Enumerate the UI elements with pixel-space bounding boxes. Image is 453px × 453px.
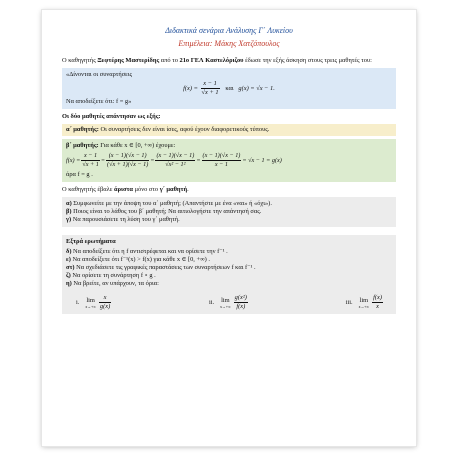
beta-equation: f(x) = $\frac{x - 1}{√x + 1}$ = $\frac{(x - 1)(√x - 1)}{(√x + 1)(√x - 1)}$ = $\frac{(x - 1)(√x - 1)}{\text{√x² − 1²}}$ = $\frac{(x - 1)(√x - 1)}{x - 1}$ = √x − 1 = g(x) <box>66 152 282 168</box>
alpha-label: α΄ μαθητής: <box>66 126 99 133</box>
extra-question-h: η) Να βρείτε, αν υπάρχουν, τα όρια: <box>66 280 159 287</box>
grade-paragraph: Ο καθηγητής έβαλε άριστα μόνο στο γ΄ μαθητή. <box>62 186 189 193</box>
f-fraction: $\frac{x - 1}{√x + 1}$ <box>201 80 219 96</box>
extra-question-z: ζ) Να ορίσετε τη συνάρτηση f ∘ g . <box>66 272 156 279</box>
beta-answer-box <box>62 139 396 182</box>
questions-box <box>62 197 396 227</box>
limit-item: i. lim x→+∞ $\frac{x}{g(x)}$ <box>76 294 111 310</box>
document-content <box>62 26 396 317</box>
intro-paragraph: Ο καθηγητής Ξεφτέρης Μαστερίδης από το 21ο ΓΕΛ Καστελόριζου έδωσε την εξής άσκηση στους τρεις μαθητές του: <box>62 57 372 64</box>
teacher-name: Ξεφτέρης Μαστερίδης <box>97 57 160 64</box>
extra-question-e: ε) Να αποδείξετε ότι f⁻¹(x) > f(x) για κάθε x ∈ [0, +∞) . <box>66 256 210 263</box>
document-page <box>42 10 416 446</box>
document-author: Επιμέλεια: Μάκης Χατζόπουλος <box>178 39 280 48</box>
extra-questions-box <box>62 235 396 314</box>
alpha-text: Οι συναρτήσεις δεν είναι ίσες, αφού έχουν διαφορετικούς τύπους. <box>98 126 270 133</box>
limits-row <box>66 294 392 311</box>
extra-heading: Εξτρά ερωτήματα <box>66 238 116 245</box>
beta-text: Για κάθε x ∈ [0, +∞) έχουμε: <box>98 142 176 149</box>
extra-question-st: στ) Να σχεδιάσετε τις γραφικές παραστάσεις των συναρτήσεων f και f⁻¹ . <box>66 264 256 271</box>
extra-question-d: δ) Να αποδείξετε ότι η f αντιστρέφεται και να ορίσετε την f⁻¹ . <box>66 248 228 255</box>
document-title: Διδακτικά σενάρια Ανάλυσης Γ΄ Λυκείου <box>165 26 293 35</box>
exercise-prove: Να αποδείξετε ότι: f = g» <box>66 98 132 105</box>
question-b: β) Ποιος είναι το λάθος του β΄ μαθητή; Να αιτιολογήστε την απάντησή σας. <box>66 208 262 215</box>
exercise-given: «Δίνονται οι συναρτήσεις <box>66 71 133 78</box>
question-c: γ) Να παρουσιάσετε τη λύση του γ΄ μαθητή. <box>66 216 180 223</box>
question-a: α) Συμφωνείτε με την άποψη του α΄ μαθητή; (Απαντήστε με ένα «ναι» ή «όχι»). <box>66 200 272 207</box>
exercise-functions: f(x) = $\frac{x - 1}{√x + 1}$ και g(x) = √x − 1. <box>183 80 275 96</box>
answers-heading: Οι δύο μαθητές απάντησαν ως εξής: <box>62 113 161 120</box>
beta-label: β΄ μαθητής: <box>66 142 99 149</box>
school-name: 21ο ΓΕΛ Καστελόριζου <box>179 57 244 64</box>
exercise-box <box>62 68 396 109</box>
alpha-answer-box <box>62 124 396 136</box>
limit-item: ii. lim x→+∞ $\frac{\text{g(x²)}}{f(x)}$ <box>208 294 247 310</box>
beta-conclusion: άρα f = g . <box>66 171 93 178</box>
limit-item: iii. lim x→+∞ $\frac{f(x)}{x}$ <box>345 294 382 310</box>
